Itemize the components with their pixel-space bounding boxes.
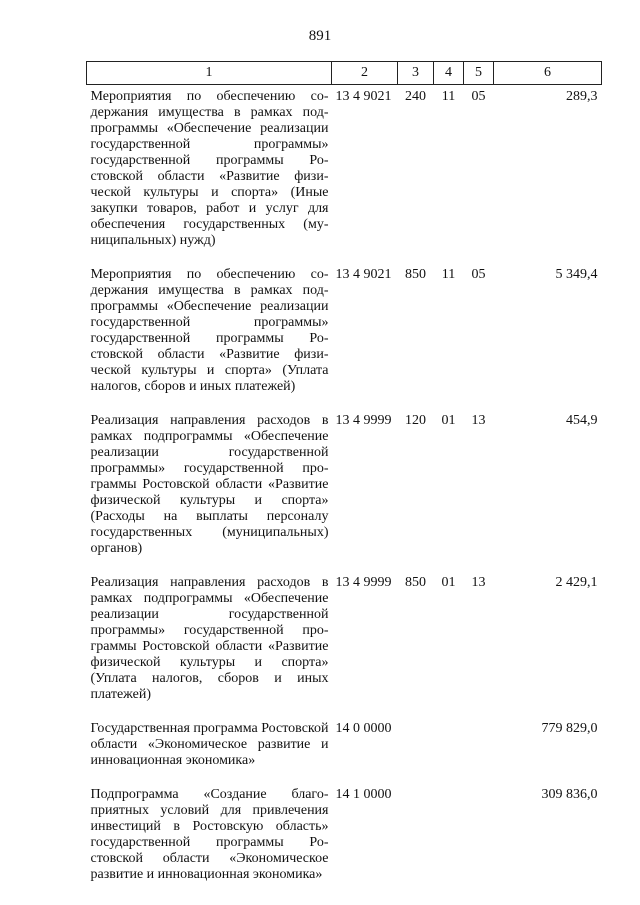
row-section: 01 bbox=[441, 413, 456, 428]
row-amount: 779 829,0 bbox=[541, 721, 598, 736]
row-target-code: 13 4 9999 bbox=[335, 413, 392, 428]
row-subsection bbox=[464, 717, 494, 783]
row-expense-type: 850 bbox=[405, 575, 426, 590]
row-amount: 309 836,0 bbox=[541, 787, 598, 802]
column-header-6: 6 bbox=[494, 62, 602, 85]
row-expense-type: 850 bbox=[405, 267, 426, 282]
row-target-code: 14 1 0000 bbox=[335, 787, 392, 802]
table-header-row bbox=[87, 62, 602, 85]
row-subsection: 05 bbox=[471, 267, 486, 282]
row-amount: 5 349,4 bbox=[555, 267, 598, 282]
row-amount: 2 429,1 bbox=[555, 575, 598, 590]
row-expense-type bbox=[398, 717, 434, 783]
row-section bbox=[434, 783, 464, 897]
row-expense-type bbox=[398, 783, 434, 897]
page-number: 891 bbox=[308, 28, 332, 44]
column-header-4: 4 bbox=[434, 62, 464, 85]
row-description: Мероприятия по обеспечению содержания имущества в рамках подпрограммы «Обеспечение реализации государственной программы» государственной программы Ростовской области «Развитие физической культуры и спорта» (Уплата налогов, сборов и иных платежей) bbox=[90, 267, 329, 394]
row-target-code: 14 0 0000 bbox=[335, 721, 392, 736]
row-section: 11 bbox=[441, 267, 456, 282]
row-section bbox=[434, 717, 464, 783]
table-row bbox=[87, 571, 602, 717]
row-description: Реализация направления расходов в рамках подпрограммы «Обеспечение реализации государственной программы» государственной программы Ростовской области «Развитие физической культуры и спорта» (Уплата налогов, сборов и иных платежей) bbox=[90, 575, 329, 702]
column-header-2: 2 bbox=[332, 62, 398, 85]
row-description: Подпрограмма «Создание благоприятных условий для привлечения инвестиций в Ростовскую область» государственной программы Ростовской области «Экономическое развитие и инновационная экономика» bbox=[90, 787, 329, 882]
row-expense-type: 120 bbox=[405, 413, 426, 428]
row-description: Реализация направления расходов в рамках подпрограммы «Обеспечение реализации государственной программы» государственной программы Ростовской области «Развитие физической культуры и спорта» (Расходы на выплаты персоналу государственных (муниципальных) органов) bbox=[90, 413, 329, 556]
row-subsection: 13 bbox=[471, 413, 486, 428]
row-amount: 289,3 bbox=[566, 89, 598, 104]
row-section: 11 bbox=[441, 89, 456, 104]
table-row bbox=[87, 85, 602, 264]
row-amount: 454,9 bbox=[566, 413, 598, 428]
budget-table bbox=[86, 61, 602, 897]
column-header-3: 3 bbox=[398, 62, 434, 85]
table-row bbox=[87, 409, 602, 571]
table-row bbox=[87, 783, 602, 897]
row-target-code: 13 4 9021 bbox=[335, 89, 392, 104]
row-description: Мероприятия по обеспечению содержания имущества в рамках подпрограммы «Обеспечение реализации государственной программы» государственной программы Ростовской области «Развитие физической культуры и спорта» (Иные закупки товаров, работ и услуг для обеспечения государственных (муниципальных) нужд) bbox=[90, 89, 329, 248]
row-target-code: 13 4 9999 bbox=[335, 575, 392, 590]
table-row bbox=[87, 717, 602, 783]
row-section: 01 bbox=[441, 575, 456, 590]
column-header-1: 1 bbox=[87, 62, 332, 85]
row-target-code: 13 4 9021 bbox=[335, 267, 392, 282]
column-header-5: 5 bbox=[464, 62, 494, 85]
row-subsection: 13 bbox=[471, 575, 486, 590]
table-row bbox=[87, 263, 602, 409]
row-expense-type: 240 bbox=[405, 89, 426, 104]
row-subsection bbox=[464, 783, 494, 897]
row-subsection: 05 bbox=[471, 89, 486, 104]
row-description: Государственная программа Ростовской области «Экономическое развитие и инновационная экономика» bbox=[90, 721, 329, 768]
